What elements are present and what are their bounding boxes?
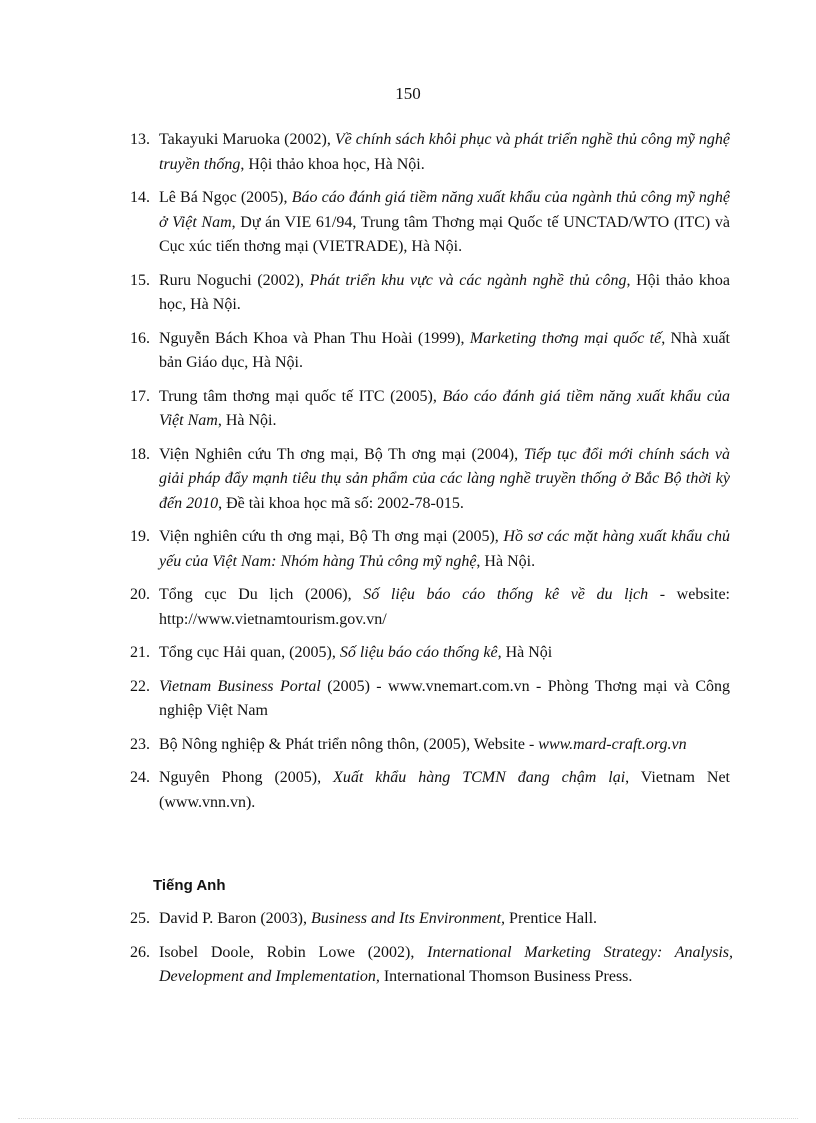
reference-item: [130, 907, 733, 932]
reference-publisher: , Đề tài khoa học mã số: 2002-78-015.: [218, 494, 464, 512]
reference-number: 18.: [130, 445, 150, 463]
reference-number: 24.: [130, 769, 150, 786]
reference-item: [130, 583, 730, 632]
reference-title: Xuất khẩu hàng TCMN đang chậm lại: [333, 769, 626, 786]
reference-publisher: (2005) - www.vnemart.com.vn - Phòng Thơng mại và Công nghiệp Việt Nam: [159, 677, 731, 719]
reference-item: [130, 941, 733, 990]
reference-item: [130, 186, 730, 260]
reference-title: Hồ sơ các mặt hàng xuất khẩu chủ yếu của Việt Nam: Nhóm hàng Thủ công mỹ nghệ: [159, 528, 730, 570]
reference-authors: Lê Bá Ngọc (2005),: [159, 189, 292, 206]
reference-item: [130, 269, 730, 318]
reference-authors: Tổng cục Hải quan, (2005),: [159, 644, 340, 661]
reference-item: [130, 128, 730, 177]
reference-publisher: , Hà Nội: [497, 644, 553, 661]
footer-divider: [18, 1118, 798, 1119]
reference-title: www.mard-craft.org.vn: [538, 735, 687, 753]
reference-number: 15.: [130, 271, 150, 289]
reference-publisher: , Hà Nội.: [217, 412, 277, 429]
reference-number: 23.: [130, 735, 150, 753]
reference-publisher: , Hội thảo khoa học, Hà Nội.: [240, 155, 425, 173]
reference-publisher: , Hà Nội.: [476, 552, 536, 570]
reference-number: 21.: [130, 644, 150, 661]
reference-title: International Marketing Strategy: Analysis, Development and Implementation,: [159, 943, 733, 985]
reference-authors: David P. Baron (2003),: [159, 910, 311, 927]
reference-title: Về chính sách khôi phục và phát triển nghề thủ công mỹ nghệ truyền thống: [159, 131, 730, 173]
reference-item: [130, 641, 730, 666]
reference-authors: Bộ Nông nghiệp & Phát triển nông thôn, (2005), Website -: [159, 735, 539, 753]
section-heading-english: Tiếng Anh: [153, 877, 226, 894]
reference-authors: Viện nghiên cứu th ơng mại, Bộ Th ơng mại (2005),: [159, 528, 504, 545]
reference-item: [130, 733, 730, 758]
reference-title: Tiếp tục đổi mới chính sách và giải pháp đẩy mạnh tiêu thụ sản phẩm của các làng nghề truyền thống ở Bắc Bộ thời kỳ đến 2010: [159, 445, 730, 512]
reference-number: 16.: [130, 329, 150, 347]
reference-item: [130, 327, 730, 376]
reference-authors: Nguyên Phong (2005),: [159, 769, 334, 786]
reference-authors: Isobel Doole, Robin Lowe (2002),: [159, 943, 428, 961]
reference-title: Marketing thơng mại quốc tế: [469, 329, 662, 347]
page-number: 150: [395, 84, 421, 103]
reference-authors: Viện Nghiên cứu Th ơng mại, Bộ Th ơng mại (2004),: [159, 445, 524, 463]
reference-number: 26.: [130, 943, 150, 961]
reference-list-vietnamese: [130, 128, 730, 824]
reference-title: Báo cáo đánh giá tiềm năng xuất khẩu của ngành thủ công mỹ nghệ ở Việt Nam: [159, 189, 731, 231]
reference-authors: Ruru Noguchi (2002),: [159, 271, 310, 289]
reference-title: Vietnam Business Portal: [159, 677, 321, 695]
reference-title: Báo cáo đánh giá tiềm năng xuất khẩu của Việt Nam: [159, 387, 730, 429]
reference-number: 17.: [130, 387, 150, 405]
reference-number: 22.: [130, 677, 150, 695]
reference-number: 14.: [130, 189, 150, 206]
reference-publisher: , Dự án VIE 61/94, Trung tâm Thơng mại Quốc tế UNCTAD/WTO (ITC) và Cục xúc tiến thơng mại (VIETRADE), Hà Nội.: [159, 213, 731, 255]
reference-publisher: , Vietnam Net (www.vnn.vn).: [159, 769, 730, 811]
reference-number: 19.: [130, 528, 150, 545]
reference-publisher: , Hội thảo khoa học, Hà Nội.: [159, 271, 730, 313]
reference-publisher: , Nhà xuất bản Giáo dục, Hà Nội.: [159, 329, 731, 371]
reference-item: [130, 525, 730, 574]
reference-authors: Nguyễn Bách Khoa và Phan Thu Hoài (1999),: [159, 329, 470, 347]
reference-title: Phát triển khu vực và các ngành nghề thủ công: [309, 271, 627, 289]
reference-title: Số liệu báo cáo thống kê: [339, 644, 498, 661]
reference-item: [130, 385, 730, 434]
reference-authors: Takayuki Maruoka (2002),: [159, 131, 335, 148]
reference-item: [130, 766, 730, 815]
reference-publisher: - website: http://www.vietnamtourism.gov.vn/: [159, 586, 731, 628]
reference-item: [130, 443, 730, 517]
reference-authors: Tổng cục Du lịch (2006),: [159, 586, 364, 603]
reference-list-english: [130, 907, 733, 999]
reference-number: 20.: [130, 586, 150, 603]
reference-title: Business and Its Environment,: [310, 910, 506, 927]
reference-authors: Trung tâm thơng mại quốc tế ITC (2005),: [159, 387, 443, 405]
reference-title: Số liệu báo cáo thống kê về du lịch: [363, 586, 649, 603]
reference-publisher: Prentice Hall.: [505, 910, 598, 927]
reference-number: 25.: [130, 910, 150, 927]
reference-publisher: International Thomson Business Press.: [379, 968, 633, 985]
reference-item: [130, 675, 730, 724]
reference-number: 13.: [130, 131, 150, 148]
